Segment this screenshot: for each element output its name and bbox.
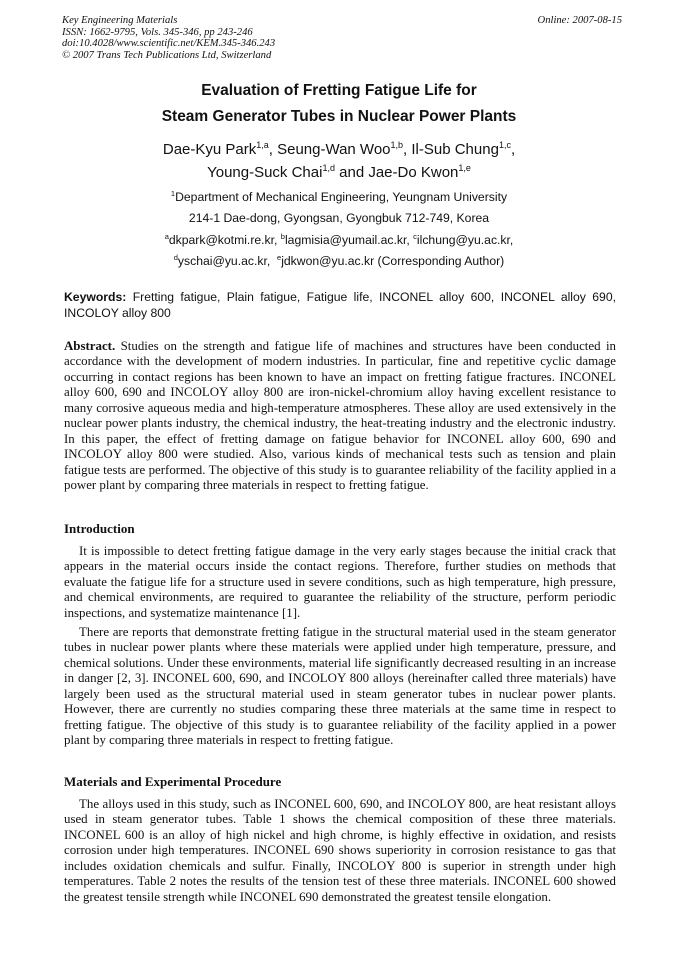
email-address: ilchung@yu.ac.kr, [416, 233, 514, 247]
affiliation-department [0, 190, 678, 204]
doi-line: doi:10.4028/www.scientific.net/KEM.345-346.243 [62, 38, 276, 49]
email-line-1 [0, 233, 678, 247]
abstract-label: Abstract. [64, 339, 116, 353]
paper-title-line-2: Steam Generator Tubes in Nuclear Power Plants [161, 108, 517, 125]
author-affil-sup: 1,d [322, 163, 335, 173]
intro-paragraph-2: There are reports that demonstrate fretting fatigue in the structural material used in the steam generator tubes in nuclear power plants where these materials were applied under high temperature, pressure, and chemical solutions. Under these environments, material life significantly decreased resulting in an increase in danger [2, 3]. INCONEL 600, 690, and INCOLOY 800 alloys (hereinafter called three materials) have largely been used as the structural material used in steam generator tubes in nuclear power plants. However, there are currently no studies comparing these three materials at the same time in respect to fretting fatigue. The objective of this study is to guarantee reliability of the facility applied in a power plant by comparing three materials in respect to fretting fatigue. [64, 625, 616, 748]
author-affil-sup: 1,b [390, 140, 404, 150]
section-heading-materials: Materials and Experimental Procedure [64, 774, 282, 789]
affiliation-sup: 1 [170, 189, 176, 198]
author-affil-sup: 1,e [458, 163, 471, 173]
email-sup: d [173, 253, 178, 262]
email-address: yschai@yu.ac.kr, [177, 254, 271, 268]
abstract-text: Studies on the strength and fatigue life of machines and structures have been conducted in accordance with the development of modern industries. In particular, fine and repetitive cyclic damage occurring in contact regions has been known to have an impact on fretting fatigue fractures. INCONEL alloy 600, 690 and INCOLOY alloy 800 are iron-nickel-chromium alloy having excellent resistance to many corrosive aqueous media and high-temperature atmospheres. These alloy are used extensively in the nuclear power plants industry, the chemical industry, the heat-treating industry and the electronic industry. In this paper, the effect of fretting damage on fatigue behavior for INCONEL alloy 600, 690 and INCOLOY alloy 800 were studied. Also, various kinds of mechanical tests such as tension and plain fatigue tests are performed. The objective of this study is to guarantee reliability of the facility applied in a power plant by comparing three materials in respect to fretting fatigue. [64, 339, 616, 493]
author-separator: and [334, 164, 369, 181]
issn-line: ISSN: 1662-9795, Vols. 345-346, pp 243-246 [62, 26, 253, 38]
keywords [64, 290, 616, 321]
author-line-2 [0, 164, 678, 181]
author-separator: , [510, 141, 516, 158]
author-affil-sup: 1,c [498, 140, 511, 150]
intro-paragraph-1: It is impossible to detect fretting fatigue damage in the very early stages because the initial crack that appears in the material occurs inside the contact regions. Therefore, further studies on methods that evaluate the fatigue life for a structure used in severe conditions, such as high temperature, high pressure, and chemical environments, are required to guarantee the reliability of the structure, perform periodic inspections, and systematize maintenance [1]. [64, 544, 616, 620]
author-name: Il-Sub Chung [411, 141, 499, 158]
department-text: Department of Mechanical Engineering, Yeungnam University [175, 190, 508, 204]
online-date: Online: 2007-08-15 [537, 15, 622, 26]
materials-paragraph-1: The alloys used in this study, such as INCONEL 600, 690, and INCOLOY 800, are heat resistant alloys used in steam generator tubes. Table 1 shows the chemical composition of these three materials. INCONEL 600 is an alloy of high nickel and high chrome, is highly effective in oxidation, and resists corrosion under high temperatures. INCONEL 690 shows superiority in corrosion resistance to gas that includes oxidation chemicals and sulfur. Finally, INCOLOY 800 is superior in strength under high temperatures. Table 2 notes the results of the tension test of these three materials. INCONEL 600 showed the greatest tensile strength while INCONEL 690 demonstrated the greatest tensile elongation. [64, 797, 616, 904]
email-sup: c [413, 232, 417, 241]
journal-header [62, 15, 622, 61]
paper-title-line-1: Evaluation of Fretting Fatigue Life for [201, 82, 477, 99]
email-sup: b [280, 232, 285, 241]
affiliation-address: 214-1 Dae-dong, Gyongsan, Gyongbuk 712-749, Korea [188, 211, 490, 225]
email-address: dkpark@kotmi.re.kr, [168, 233, 278, 247]
author-name: Seung-Wan Woo [277, 141, 391, 158]
copyright-line: © 2007 Trans Tech Publications Ltd, Switzerland [62, 49, 272, 61]
author-name: Jae-Do Kwon [368, 164, 459, 181]
email-sup: a [164, 232, 169, 241]
author-name: Dae-Kyu Park [162, 141, 257, 158]
keywords-text: Fretting fatigue, Plain fatigue, Fatigue life, INCONEL alloy 600, INCONEL alloy 690, INCOLOY alloy 800 [64, 290, 616, 320]
email-address: jdkwon@yu.ac.kr (Corresponding Author) [281, 254, 505, 268]
keywords-label: Keywords: [64, 290, 127, 304]
author-name: Young-Suck Chai [207, 164, 323, 181]
author-separator: , [268, 141, 278, 158]
email-line-2 [0, 254, 678, 268]
email-sup: e [277, 253, 282, 262]
author-line-1 [0, 141, 678, 158]
section-heading-introduction: Introduction [64, 521, 135, 536]
journal-name: Key Engineering Materials [62, 15, 178, 26]
author-separator: , [403, 141, 412, 158]
abstract [64, 339, 616, 494]
email-address: lagmisia@yumail.ac.kr, [284, 233, 410, 247]
author-affil-sup: 1,a [256, 140, 269, 150]
